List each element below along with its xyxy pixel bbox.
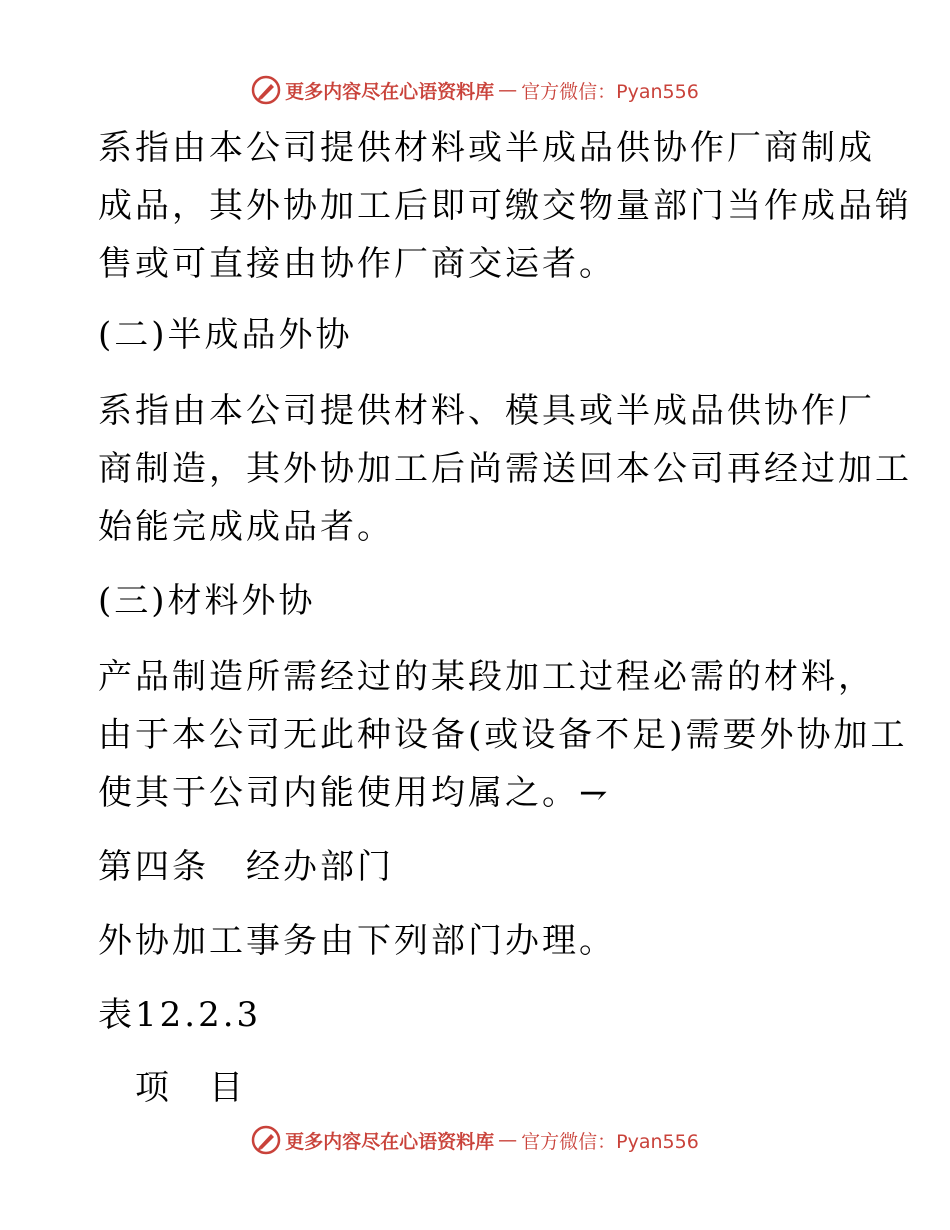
pen-logo-icon [251, 1125, 281, 1155]
banner-site-name: 更多内容尽在心语资料库 [285, 1130, 495, 1153]
text-line: 售或可直接由协作厂商交运者。 [98, 244, 616, 284]
text-line: 由于本公司无此种设备(或设备不足)需要外协加工 [98, 715, 908, 755]
section-heading: (二)半成品外协 [98, 315, 353, 355]
footer-banner [0, 1120, 950, 1160]
banner-dash: — [498, 1129, 518, 1151]
banner-dash: — [498, 79, 518, 101]
text-line: 产品制造所需经过的某段加工过程必需的材料， [98, 657, 875, 697]
text-line: 系指由本公司提供材料、模具或半成品供协作厂 [98, 391, 875, 431]
table-header-item: 项 目 [98, 1068, 246, 1108]
text-line: 商制造，其外协加工后尚需送回本公司再经过加工 [98, 449, 912, 489]
pen-logo-icon [251, 75, 281, 105]
banner-wechat: 官方微信：Pyan556 [521, 80, 699, 103]
text-line: 成品，其外协加工后即可缴交物量部门当作成品销 [98, 186, 912, 226]
text-line: 使其于公司内能使用均属之。⇁ [98, 773, 611, 813]
table-caption: 表12.2.3 [98, 995, 262, 1035]
article-heading: 第四条 经办部门 [98, 847, 394, 887]
banner-site-name: 更多内容尽在心语资料库 [285, 80, 495, 103]
banner-wechat: 官方微信：Pyan556 [521, 1130, 699, 1153]
header-banner [0, 70, 950, 110]
section-heading: (三)材料外协 [98, 581, 316, 621]
text-line: 始能完成成品者。 [98, 507, 394, 547]
text-line: 外协加工事务由下列部门办理。 [98, 921, 616, 961]
text-line: 系指由本公司提供材料或半成品供协作厂商制成 [98, 128, 875, 168]
